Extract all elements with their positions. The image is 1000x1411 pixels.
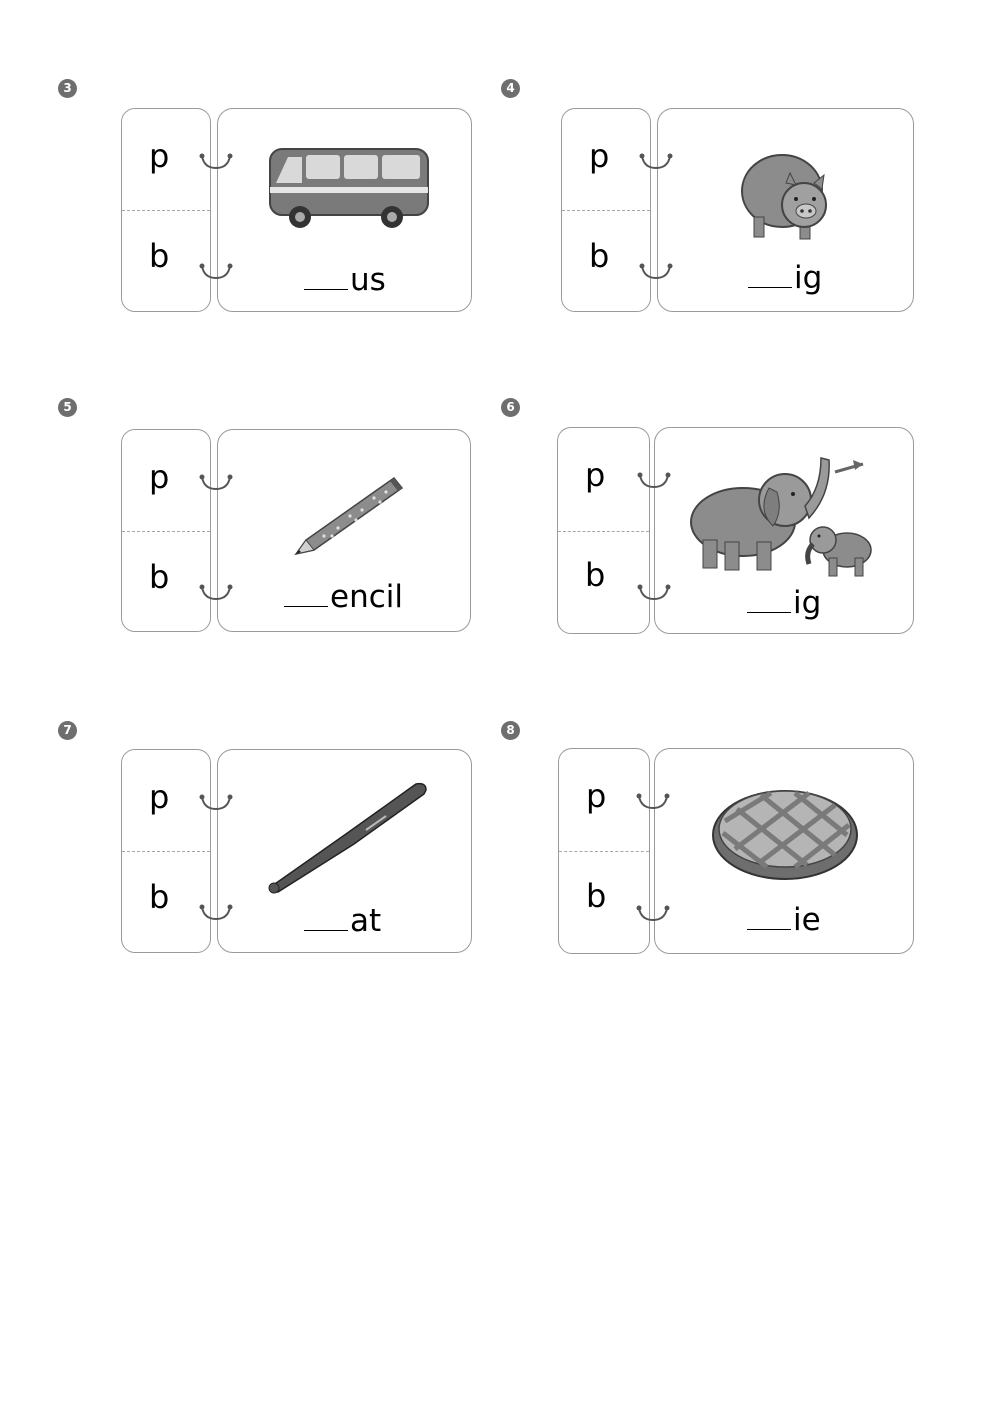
picture-card [217, 749, 472, 953]
dashed-divider [122, 210, 210, 211]
exercise-number-badge: 5 [58, 398, 77, 417]
word-ending: ig [793, 585, 822, 621]
exercise-8 [558, 748, 914, 954]
word-with-blank [304, 904, 381, 938]
dashed-divider [122, 851, 210, 852]
letter-choice-p[interactable]: p [149, 137, 170, 175]
binder-ring-icon [639, 262, 673, 282]
word-ending: at [350, 903, 382, 939]
answer-blank[interactable] [304, 928, 348, 931]
answer-blank[interactable] [747, 927, 791, 930]
word-with-blank [284, 580, 403, 614]
answer-blank[interactable] [284, 604, 328, 607]
letter-choice-p[interactable]: p [585, 456, 606, 494]
letter-choice-b[interactable]: b [589, 237, 610, 275]
exercise-number-badge: 8 [501, 721, 520, 740]
letter-choice-p[interactable]: p [586, 777, 607, 815]
dashed-divider [562, 210, 650, 211]
binder-ring-icon [637, 471, 671, 491]
exercise-7 [121, 749, 472, 953]
word-ending: ie [793, 902, 821, 938]
letter-choices-panel [121, 108, 211, 312]
pie-icon [711, 779, 861, 883]
exercise-6 [557, 427, 914, 634]
letter-choice-p[interactable]: p [149, 778, 170, 816]
exercise-number-badge: 3 [58, 79, 77, 98]
picture-card [217, 429, 471, 632]
letter-choices-panel [561, 108, 651, 312]
dashed-divider [122, 531, 210, 532]
answer-blank[interactable] [748, 285, 792, 288]
word-with-blank [748, 261, 822, 295]
binder-ring-icon [199, 583, 233, 603]
picture-card [654, 427, 914, 634]
picture-card [654, 748, 914, 954]
binder-ring-icon [637, 583, 671, 603]
answer-blank[interactable] [304, 287, 348, 290]
binder-ring-icon [199, 262, 233, 282]
binder-ring-icon [636, 904, 670, 924]
letter-choice-b[interactable]: b [149, 558, 170, 596]
dashed-divider [558, 531, 649, 532]
word-with-blank [747, 903, 821, 937]
pig-icon [738, 139, 838, 243]
letter-choice-b[interactable]: b [149, 237, 170, 275]
answer-blank[interactable] [747, 610, 791, 613]
letter-choice-b[interactable]: b [585, 556, 606, 594]
exercise-number-badge: 4 [501, 79, 520, 98]
exercise-4 [561, 108, 914, 312]
exercise-5 [121, 429, 471, 632]
bus-icon [266, 143, 434, 231]
letter-choices-panel [121, 749, 211, 953]
picture-card [657, 108, 914, 312]
binder-ring-icon [199, 152, 233, 172]
word-with-blank [747, 586, 821, 620]
letter-choice-b[interactable]: b [149, 878, 170, 916]
letter-choices-panel [121, 429, 211, 632]
word-ending: ig [794, 260, 823, 296]
exercise-number-badge: 7 [58, 721, 77, 740]
dashed-divider [559, 851, 649, 852]
letter-choice-b[interactable]: b [586, 877, 607, 915]
binder-ring-icon [199, 473, 233, 493]
bat-icon [266, 778, 430, 894]
letter-choice-p[interactable]: p [589, 137, 610, 175]
exercise-number-badge: 6 [501, 398, 520, 417]
binder-ring-icon [639, 152, 673, 172]
elephants-icon [685, 448, 885, 582]
exercise-3 [121, 108, 472, 312]
binder-ring-icon [199, 903, 233, 923]
letter-choice-p[interactable]: p [149, 458, 170, 496]
binder-ring-icon [199, 793, 233, 813]
picture-card [217, 108, 472, 312]
word-with-blank [304, 263, 386, 297]
word-ending: us [350, 262, 386, 298]
binder-ring-icon [636, 792, 670, 812]
word-ending: encil [330, 579, 403, 615]
pencil-icon [290, 470, 406, 560]
